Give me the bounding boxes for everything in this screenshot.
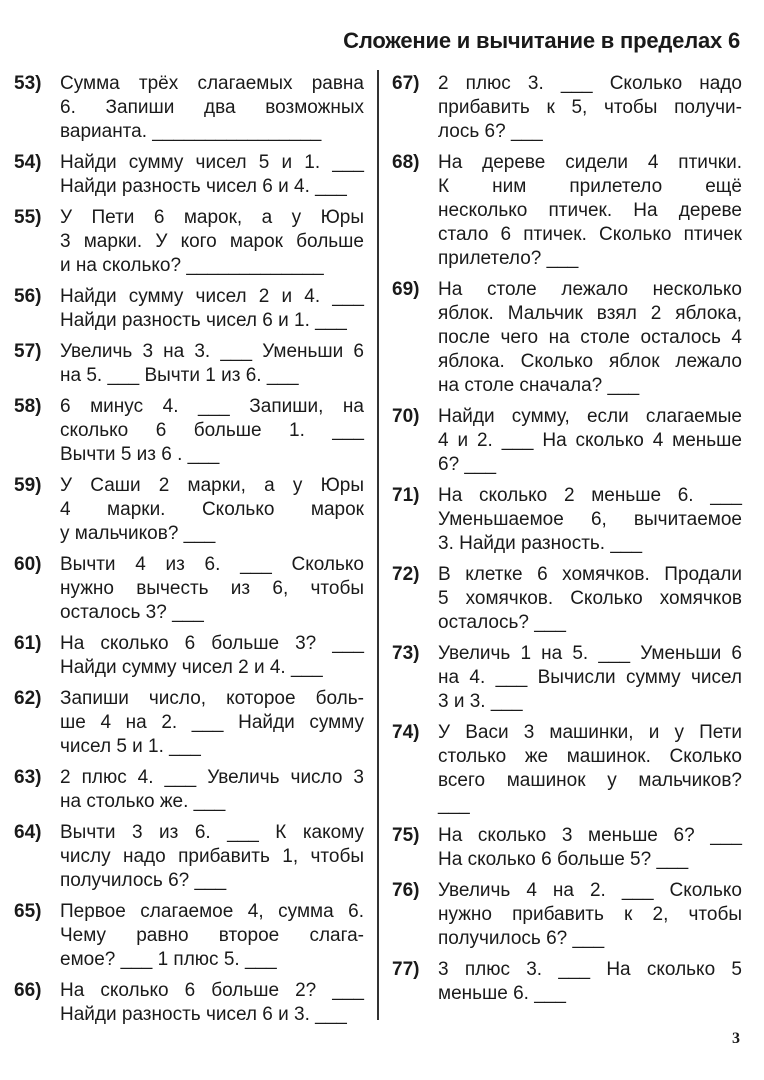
exercise-line: сколько 6 больше 1. ___ [60,420,364,441]
exercise-line: Сумма трёх слагаемых равна [60,73,364,94]
right-column [392,72,742,1013]
exercise-item [392,278,742,398]
exercise-line: нужно прибавить к 2, чтобы [438,904,742,925]
exercise-line: прилетело? ___ [438,248,579,269]
exercise-line: Найди разность чисел 6 и 4. ___ [60,176,347,197]
exercise-text [438,958,742,1006]
exercise-number: 69) [392,279,420,300]
exercise-line: Увеличь 4 на 2. ___ Сколько [438,880,742,901]
exercise-line: В клетке 6 хомячков. Продали [438,564,742,585]
exercise-line: 3 марки. У кого марок больше [60,231,364,252]
exercise-line: лось 6? ___ [438,121,543,142]
exercise-number: 58) [14,396,42,417]
exercise-line: 4 и 2. ___ На сколько 4 меньше [438,430,742,451]
exercise-text [438,72,742,144]
exercise-line: ___ [438,794,470,815]
exercise-line: яблок. Мальчик взял 2 яблока, [438,303,742,324]
exercise-number: 61) [14,633,42,654]
exercise-item [392,72,742,144]
exercise-line: прибавить к 5, чтобы получи- [438,97,742,118]
exercise-line: 2 плюс 3. ___ Сколько надо [438,73,742,94]
exercise-line: На дереве сидели 4 птички. [438,152,742,173]
exercise-text [438,721,742,817]
exercise-line: нужно вычесть из 6, чтобы [60,578,364,599]
exercise-item [14,151,364,199]
exercise-number: 65) [14,901,42,922]
exercise-number: 73) [392,643,420,664]
exercise-line: емое? ___ 1 плюс 5. ___ [60,949,277,970]
exercise-number: 67) [392,73,420,94]
exercise-text [60,395,364,467]
exercise-text [438,879,742,951]
exercise-line: 6. Запиши два возможных [60,97,364,118]
exercise-number: 53) [14,73,42,94]
exercise-text [60,979,364,1027]
exercise-line: 3 и 3. ___ [438,691,523,712]
exercise-text [438,563,742,635]
exercise-item [392,563,742,635]
exercise-line: осталось 3? ___ [60,602,204,623]
exercise-line: Увеличь 3 на 3. ___ Уменьши 6 [60,341,364,362]
exercise-item [14,979,364,1027]
exercise-line: числу надо прибавить 1, чтобы [60,846,364,867]
exercise-line: 6? ___ [438,454,497,475]
exercise-line: у мальчиков? ___ [60,523,216,544]
exercise-text [438,824,742,872]
exercise-number: 62) [14,688,42,709]
exercise-line: На сколько 6 больше 5? ___ [438,849,689,870]
exercise-number: 54) [14,152,42,173]
page-title: Сложение и вычитание в пределах 6 [343,28,740,53]
exercise-line: после чего на столе осталось 4 [438,327,742,348]
exercise-item [392,958,742,1006]
exercise-line: всего машинок у мальчиков? [438,770,742,791]
exercise-text [438,278,742,398]
exercise-line: получилось 6? ___ [60,870,227,891]
exercise-number: 70) [392,406,420,427]
exercise-text [438,151,742,271]
exercise-text [60,72,364,144]
exercise-item [392,484,742,556]
exercise-line: У Саши 2 марки, а у Юры [60,475,364,496]
exercise-line: Уменьшаемое 6, вычитаемое [438,509,742,530]
exercise-line: 5 хомячков. Сколько хомячков [438,588,742,609]
exercise-line: ше 4 на 2. ___ Найди сумму [60,712,364,733]
exercise-text [438,642,742,714]
exercise-line: чисел 5 и 1. ___ [60,736,201,757]
exercise-text [60,900,364,972]
exercise-line: на 4. ___ Вычисли сумму чисел [438,667,742,688]
exercise-line: На сколько 2 меньше 6. ___ [438,485,742,506]
page-number: 3 [732,1030,740,1047]
exercise-line: 2 плюс 4. ___ Увеличь число 3 [60,767,364,788]
exercise-line: Вычти 3 из 6. ___ К какому [60,822,364,843]
exercise-line: На столе лежало несколько [438,279,742,300]
exercise-text [60,340,364,388]
exercise-number: 75) [392,825,420,846]
exercise-item [392,642,742,714]
exercise-line: Найди разность чисел 6 и 3. ___ [60,1004,347,1025]
exercise-line: меньше 6. ___ [438,983,566,1004]
exercise-line: 6 минус 4. ___ Запиши, на [60,396,364,417]
exercise-text [60,474,364,546]
column-divider [377,70,379,1020]
exercise-line: яблока. Сколько яблок лежало [438,351,742,372]
exercise-item [14,632,364,680]
exercise-number: 60) [14,554,42,575]
exercise-line: У Васи 3 машинки, и у Пети [438,722,742,743]
exercise-item [14,821,364,893]
left-column [14,72,364,1034]
exercise-text [60,553,364,625]
exercise-number: 72) [392,564,420,585]
exercise-line: К ним прилетело ещё [438,176,742,197]
exercise-line: осталось? ___ [438,612,566,633]
exercise-number: 74) [392,722,420,743]
exercise-line: У Пети 6 марок, а у Юры [60,207,364,228]
exercise-item [14,340,364,388]
exercise-number: 59) [14,475,42,496]
exercise-line: и на сколько? _____________ [60,255,324,276]
exercise-line: Найди сумму чисел 2 и 4. ___ [60,657,323,678]
exercise-item [14,474,364,546]
exercise-item [14,900,364,972]
exercise-text [438,405,742,477]
exercise-line: Чему равно второе слага- [60,925,364,946]
exercise-item [14,72,364,144]
exercise-line: Увеличь 1 на 5. ___ Уменьши 6 [438,643,742,664]
exercise-number: 56) [14,286,42,307]
exercise-number: 77) [392,959,420,980]
exercise-number: 55) [14,207,42,228]
exercise-item [392,824,742,872]
exercise-line: На сколько 6 больше 2? ___ [60,980,364,1001]
exercise-line: на столе сначала? ___ [438,375,640,396]
exercise-number: 68) [392,152,420,173]
exercise-text [60,687,364,759]
exercise-text [60,285,364,333]
exercise-number: 57) [14,341,42,362]
exercise-line: Вычти 5 из 6 . ___ [60,444,220,465]
exercise-line: 4 марки. Сколько марок [60,499,364,520]
exercise-number: 64) [14,822,42,843]
exercise-text [60,151,364,199]
exercise-line: столько же машинок. Сколько [438,746,742,767]
exercise-item [392,879,742,951]
exercise-number: 66) [14,980,42,1001]
exercise-line: Первое слагаемое 4, сумма 6. [60,901,364,922]
exercise-text [60,632,364,680]
exercise-item [14,766,364,814]
exercise-line: на 5. ___ Вычти 1 из 6. ___ [60,365,299,386]
exercise-number: 63) [14,767,42,788]
exercise-text [438,484,742,556]
exercise-line: 3. Найди разность. ___ [438,533,643,554]
exercise-number: 71) [392,485,420,506]
exercise-line: На сколько 3 меньше 6? ___ [438,825,742,846]
exercise-line: на столько же. ___ [60,791,226,812]
exercise-line: На сколько 6 больше 3? ___ [60,633,364,654]
exercise-item [14,395,364,467]
exercise-line: получилось 6? ___ [438,928,605,949]
exercise-line: Найди сумму чисел 2 и 4. ___ [60,286,364,307]
exercise-text [60,766,364,814]
exercise-line: Найди сумму, если слагаемые [438,406,742,427]
exercise-item [14,285,364,333]
exercise-line: Вычти 4 из 6. ___ Сколько [60,554,364,575]
exercise-line: стало 6 птичек. Сколько птичек [438,224,742,245]
exercise-line: варианта. ________________ [60,121,322,142]
exercise-item [392,405,742,477]
exercise-line: Запиши число, которое боль- [60,688,364,709]
exercise-item [14,687,364,759]
exercise-item [14,553,364,625]
exercise-text [60,821,364,893]
exercise-line: несколько птичек. На дереве [438,200,742,221]
exercise-text [60,206,364,278]
exercise-item [392,151,742,271]
exercise-line: Найди разность чисел 6 и 1. ___ [60,310,347,331]
exercise-line: 3 плюс 3. ___ На сколько 5 [438,959,742,980]
exercise-number: 76) [392,880,420,901]
exercise-item [14,206,364,278]
exercise-line: Найди сумму чисел 5 и 1. ___ [60,152,364,173]
exercise-item [392,721,742,817]
